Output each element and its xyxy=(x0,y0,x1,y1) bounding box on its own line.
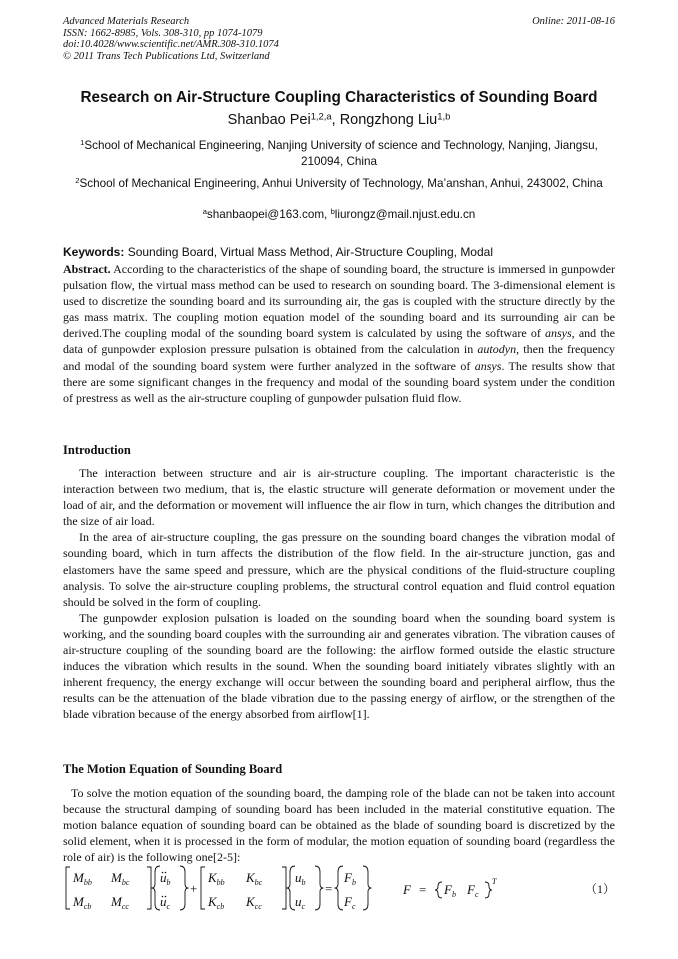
author-line: Shanbao Pei$^{1,2,a}$, Rongzhong Liu$^{1,b}$ xyxy=(227,110,451,128)
intro-paragraph-3: The gunpowder explosion pulsation is loaded on the sounding board when the sounding board system is working, and the sounding board couples with the surrounding air and generates vibration. The vibration causes of air-structure coupling of the sounding board are the following: the airflow formed outside the elastic structure induces the vibration which results in the sound. When the sounding board initiately vibrates slightly with an inherent frequency, the energy exchange will occur between the sounding board and peripheral airflow, thus the results can be the attenuation of the blade vibration due to the passing energy of airflow, or the strengthen of the blade vibration because of the energy absorbed from airflow[1]. xyxy=(63,610,615,722)
svg-text:Mcb: $M_{cb}$ xyxy=(73,894,92,911)
journal-name: Advanced Materials Research xyxy=(63,16,190,27)
svg-text:uc: $u_c$ xyxy=(295,894,306,911)
svg-text:Kbc: $K_{bc}$ xyxy=(246,870,263,887)
svg-text:F: F xyxy=(403,882,411,897)
author-pei: Shanbao Pei xyxy=(227,112,311,128)
equation-number: （1） xyxy=(584,882,615,896)
svg-text:Mbb: $M_{bb}$ xyxy=(73,870,92,887)
svg-text:Fc: $F_c$ xyxy=(344,894,356,911)
svg-text:ub: $u_b$ xyxy=(295,870,306,887)
svg-text:Fc: $F_c$ xyxy=(467,882,479,899)
svg-text:Kbb: $K_{bb}$ xyxy=(208,870,225,887)
equation-1 xyxy=(63,862,615,914)
svg-text:Mcc: $M_{cc}$ xyxy=(111,894,129,911)
email-pei[interactable]: shanbaopei@163.com, xyxy=(206,208,331,221)
copyright-line: © 2011 Trans Tech Publications Ltd, Switzerland xyxy=(63,50,270,62)
svg-text:+: + xyxy=(190,881,198,896)
svg-text:Mbc: $M_{bc}$ xyxy=(111,870,130,887)
email-liu[interactable]: liurongz@mail.njust.edu.cn xyxy=(334,208,476,221)
motion-paragraph-1: To solve the motion equation of the sounding board, the damping role of the blade can not be taken into account because the structural damping of sounding board has been included in the material constitutive equation. The motion balance equation of sounding board can be obtained as the blade of sounding board is discretized by the solid element, when it is processed in the form of modular, the motion equation of sounding board (regardless the role of air) is the following one[2-5]: xyxy=(63,786,615,865)
doi-line: doi:10.4028/www.scientific.net/AMR.308-310.1074 xyxy=(63,39,279,51)
motion-equation-heading: The Motion Equation of Sounding Board xyxy=(63,762,283,776)
introduction-body xyxy=(63,465,615,723)
online-date: Online: 2011-08-16 xyxy=(532,16,615,27)
author-emails: $^a$shanbaopei@163.com, $^b$liurongz@mail.njust.edu.cn xyxy=(202,207,476,221)
motion-equation-body xyxy=(63,785,615,865)
author-liu: Rongzhong Liu xyxy=(339,112,438,128)
issn-line: ISSN: 1662-8985, Vols. 308-310, pp 1074-1079 xyxy=(63,27,263,39)
abstract: Abstract. According to the characteristics of the shape of sounding board, the structure is immersed in gunpowder pulsation flow, the virtual mass method can be used to research on sounding board. The 3-dimensional element is used to discretize the sounding board and its surrounding air, the gas is coupled with the structure directly by the gas mass matrix. The coupling motion equation model of the sounding board and its surrounding air can be derived.The coupling modal of the sounding board system is calculated by using the software of ansys, and the data of gunpowder explosion pressure pulsation is obtained from the calculation in autodyn, then the frequency and modal of the sounding board system were further analyzed in the software of ansys. The results show that there are some significant changes in the frequency and modal of the sounding board system under the condition of prestress as well as the air-structure coupling of gunpowder pulsation fluid flow. xyxy=(63,262,615,405)
svg-text:T: T xyxy=(492,877,497,886)
abstract-label: Abstract. xyxy=(63,262,111,276)
svg-text:=: = xyxy=(325,881,333,896)
intro-paragraph-1: The interaction between structure and air is air-structure coupling. The important characteristic is the interaction between two medium, that is, the elastic structure will generate deformation or movement under the load of air, and the deformation or movement will influence the air flow in turn, which changes the ditribution and the size of air load. xyxy=(63,466,615,529)
author-liu-affil: 1,b xyxy=(437,110,451,122)
paper-title: Research on Air-Structure Coupling Characteristics of Sounding Board xyxy=(80,89,598,106)
journal-header xyxy=(63,16,279,62)
svg-text:ub: $u_b$ xyxy=(160,870,171,887)
svg-text:Fb: $F_b$ xyxy=(444,882,456,899)
keywords xyxy=(63,245,615,259)
introduction-heading: Introduction xyxy=(63,443,131,457)
svg-text:Kcb: $K_{cb}$ xyxy=(208,894,225,911)
svg-text:Kcc: $K_{cc}$ xyxy=(246,894,262,911)
svg-text:=: = xyxy=(419,882,427,897)
affiliation-1: $^1$School of Mechanical Engineering, Nanjing University of science and Technology, Nanjing, Jiangsu, 210094, China xyxy=(80,138,598,168)
keywords-label: Keywords: xyxy=(63,245,125,259)
svg-text:Fb: $F_b$ xyxy=(344,870,356,887)
author-pei-affil: 1,2,a xyxy=(310,110,332,122)
intro-paragraph-2: In the area of air-structure coupling, the gas pressure on the sounding board changes the vibration modal of sounding board, which in turn affects the distribution of the flow field. In the air-structure junction, gas and elastomers have the same speed and pressure, which are the physical conditions of the fluid-structure coupling analysis. To solve the air-structure coupling problems, the structural control equation and fluid control equation should be solved in the form of coupling. xyxy=(63,530,615,609)
svg-text:uc: $u_c$ xyxy=(160,894,171,911)
affiliation-2: $^2$School of Mechanical Engineering, Anhui University of Technology, Ma’anshan, Anhui, 243002, China xyxy=(75,176,603,190)
keywords-text: Sounding Board, Virtual Mass Method, Air-Structure Coupling, Modal xyxy=(124,245,493,259)
